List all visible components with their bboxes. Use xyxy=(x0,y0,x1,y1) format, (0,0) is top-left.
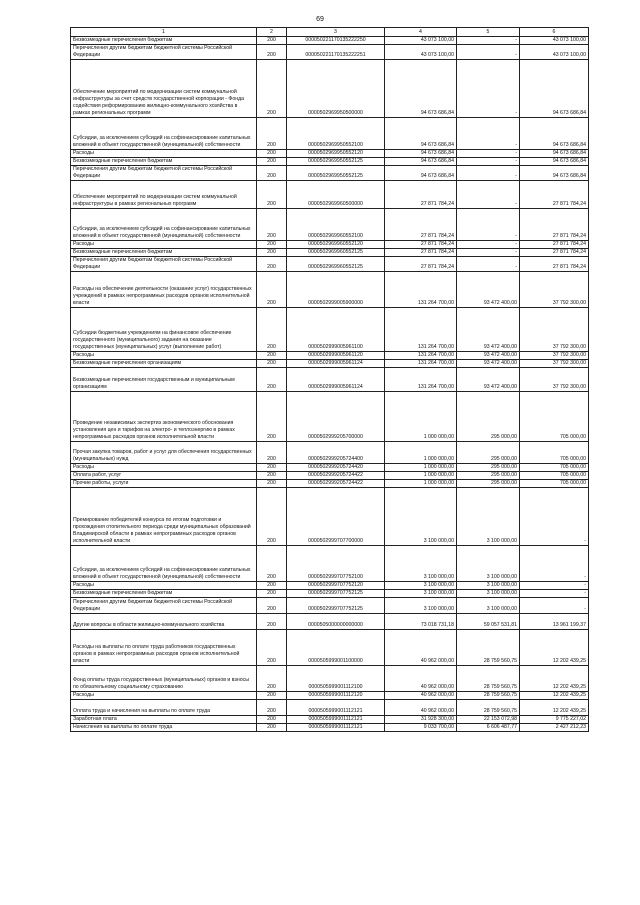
row-value-approved: 131 264 700,00 xyxy=(385,308,457,352)
row-name: Субсидии бюджетным учреждениям на финансовое обеспечение государственного (муниципального) задания на оказание государственных (муниципальных) услуг (выполнение работ) xyxy=(71,308,257,352)
row-code: 200 xyxy=(257,150,287,158)
row-code: 200 xyxy=(257,181,287,209)
row-value-unexecuted: 705 000,00 xyxy=(520,442,589,464)
row-value-executed: - xyxy=(457,45,520,60)
row-name: Безвозмездные перечисления бюджетам xyxy=(71,590,257,598)
row-value-executed: 93 472 400,00 xyxy=(457,368,520,392)
row-code: 200 xyxy=(257,442,287,464)
row-classification-code: 0000502969960552125 xyxy=(287,257,385,272)
row-classification-code: 0000502969950552120 xyxy=(287,150,385,158)
budget-execution-table xyxy=(70,27,589,732)
table-header-row xyxy=(71,28,589,37)
row-classification-code: 0000502969960552120 xyxy=(287,241,385,249)
row-code: 200 xyxy=(257,60,287,118)
row-value-unexecuted: 94 673 686,84 xyxy=(520,158,589,166)
row-classification-code: 000050221170135222250 xyxy=(287,37,385,45)
row-value-unexecuted: 27 871 784,24 xyxy=(520,209,589,241)
row-classification-code: 0000505999001112100 xyxy=(287,666,385,692)
row-classification-code: 0000505000000000000 xyxy=(287,614,385,630)
row-name: Перечисления другим бюджетам бюджетной системы Российской Федерации xyxy=(71,257,257,272)
row-code: 200 xyxy=(257,598,287,614)
row-classification-code: 0000505999001112121 xyxy=(287,700,385,716)
row-value-unexecuted: 27 871 784,24 xyxy=(520,257,589,272)
row-classification-code: 0000502969950552125 xyxy=(287,158,385,166)
row-value-unexecuted: 37 792 300,00 xyxy=(520,352,589,360)
row-code: 200 xyxy=(257,472,287,480)
row-code: 200 xyxy=(257,546,287,582)
row-value-approved: 94 673 686,84 xyxy=(385,150,457,158)
row-name: Обеспечение мероприятий по модернизации систем коммунальной инфраструктуры за счет средств государственной корпорации - Фонда содействия реформированию жилищно-коммунального хозяйства в рамках региональных программ xyxy=(71,60,257,118)
table-row xyxy=(71,150,589,158)
table-row xyxy=(71,724,589,732)
row-value-approved: 27 871 784,24 xyxy=(385,209,457,241)
row-value-approved: 1 000 000,00 xyxy=(385,392,457,442)
row-value-approved: 3 100 000,00 xyxy=(385,488,457,546)
row-code: 200 xyxy=(257,166,287,181)
table-row xyxy=(71,472,589,480)
row-classification-code: 0000502999707752125 xyxy=(287,590,385,598)
table-row xyxy=(71,666,589,692)
row-value-unexecuted: - xyxy=(520,582,589,590)
row-value-unexecuted: 27 871 784,24 xyxy=(520,249,589,257)
row-value-executed: - xyxy=(457,241,520,249)
table-row xyxy=(71,257,589,272)
row-value-approved: 43 073 100,00 xyxy=(385,45,457,60)
table-row xyxy=(71,700,589,716)
row-value-unexecuted: 2 427 212,23 xyxy=(520,724,589,732)
row-value-approved: 131 264 700,00 xyxy=(385,368,457,392)
row-value-approved: 27 871 784,24 xyxy=(385,249,457,257)
row-code: 200 xyxy=(257,352,287,360)
row-code: 200 xyxy=(257,590,287,598)
row-value-executed: 3 100 000,00 xyxy=(457,488,520,546)
row-classification-code: 0000502999005961100 xyxy=(287,308,385,352)
table-row xyxy=(71,249,589,257)
table-row xyxy=(71,480,589,488)
row-value-approved: 94 673 686,84 xyxy=(385,158,457,166)
table-row xyxy=(71,614,589,630)
row-value-approved: 3 100 000,00 xyxy=(385,598,457,614)
row-value-unexecuted: 705 000,00 xyxy=(520,472,589,480)
row-value-approved: 40 962 000,00 xyxy=(385,700,457,716)
page-number: 69 xyxy=(316,16,324,23)
row-name: Обеспечение мероприятий по модернизации систем коммунальной инфраструктуры в рамках региональных программ xyxy=(71,181,257,209)
row-code: 200 xyxy=(257,392,287,442)
row-code: 200 xyxy=(257,272,287,308)
row-value-approved: 9 033 700,00 xyxy=(385,724,457,732)
row-name: Расходы на обеспечение деятельности (оказание услуг) государственных учреждений в рамках непрограммных расходов органов исполнительной власти xyxy=(71,272,257,308)
row-classification-code: 0000502999005961124 xyxy=(287,360,385,368)
row-classification-code: 0000502999707752125 xyxy=(287,598,385,614)
row-name: Оплата работ, услуг xyxy=(71,472,257,480)
row-value-approved: 3 100 000,00 xyxy=(385,582,457,590)
table-row xyxy=(71,692,589,700)
table-row xyxy=(71,209,589,241)
row-classification-code: 0000502999205724422 xyxy=(287,480,385,488)
row-classification-code: 0000502969960500000 xyxy=(287,181,385,209)
row-name: Заработная плата xyxy=(71,716,257,724)
row-value-unexecuted: 705 000,00 xyxy=(520,392,589,442)
table-row xyxy=(71,158,589,166)
row-classification-code: 0000502999707752120 xyxy=(287,582,385,590)
row-name: Расходы xyxy=(71,150,257,158)
column-header-5: 5 xyxy=(457,28,520,37)
row-code: 200 xyxy=(257,209,287,241)
row-value-executed: - xyxy=(457,249,520,257)
row-classification-code: 0000502969960552125 xyxy=(287,249,385,257)
row-value-executed: 3 100 000,00 xyxy=(457,546,520,582)
row-code: 200 xyxy=(257,257,287,272)
column-header-3: 3 xyxy=(287,28,385,37)
table-row xyxy=(71,464,589,472)
row-code: 200 xyxy=(257,582,287,590)
row-value-executed: 295 000,00 xyxy=(457,464,520,472)
row-value-unexecuted: 12 202 439,25 xyxy=(520,666,589,692)
row-value-approved: 3 100 000,00 xyxy=(385,546,457,582)
row-value-executed: 93 472 400,00 xyxy=(457,360,520,368)
column-header-1: 1 xyxy=(71,28,257,37)
row-value-approved: 40 962 000,00 xyxy=(385,630,457,666)
table-row xyxy=(71,181,589,209)
row-name: Безвозмездные перечисления бюджетам xyxy=(71,37,257,45)
row-code: 200 xyxy=(257,241,287,249)
row-value-executed: - xyxy=(457,158,520,166)
row-value-unexecuted: 27 871 784,24 xyxy=(520,181,589,209)
row-code: 200 xyxy=(257,480,287,488)
row-name: Расходы на выплаты по оплате труда работников государственных органов в рамках непрограммных расходов органов исполнительной власти xyxy=(71,630,257,666)
row-value-unexecuted: 94 673 686,84 xyxy=(520,166,589,181)
table-row xyxy=(71,272,589,308)
table-row xyxy=(71,118,589,150)
row-value-approved: 1 000 000,00 xyxy=(385,464,457,472)
table-row xyxy=(71,590,589,598)
row-value-approved: 131 264 700,00 xyxy=(385,272,457,308)
row-name: Безвозмездные перечисления бюджетам xyxy=(71,158,257,166)
row-value-executed: 28 759 560,75 xyxy=(457,666,520,692)
row-value-approved: 94 673 686,84 xyxy=(385,166,457,181)
row-code: 200 xyxy=(257,45,287,60)
table-row xyxy=(71,442,589,464)
row-name: Оплата труда и начисления на выплаты по оплате труда xyxy=(71,700,257,716)
row-code: 200 xyxy=(257,700,287,716)
row-name: Расходы xyxy=(71,352,257,360)
row-name: Фонд оплаты труда государственных (муниципальных) органов и взносы по обязательному социальному страхованию xyxy=(71,666,257,692)
row-value-executed: - xyxy=(457,150,520,158)
row-value-executed: - xyxy=(457,37,520,45)
row-name: Расходы xyxy=(71,241,257,249)
row-name: Безвозмездные перечисления организациям xyxy=(71,360,257,368)
row-value-approved: 27 871 784,24 xyxy=(385,241,457,249)
column-header-4: 4 xyxy=(385,28,457,37)
row-name: Безвозмездные перечисления государственным и муниципальным организациям xyxy=(71,368,257,392)
row-code: 200 xyxy=(257,308,287,352)
table-row xyxy=(71,308,589,352)
row-classification-code: 0000502999205724420 xyxy=(287,464,385,472)
row-value-executed: 93 472 400,00 xyxy=(457,308,520,352)
row-value-executed: 295 000,00 xyxy=(457,442,520,464)
table-row xyxy=(71,360,589,368)
table-row xyxy=(71,630,589,666)
row-value-unexecuted: 705 000,00 xyxy=(520,480,589,488)
row-value-executed: - xyxy=(457,257,520,272)
row-value-unexecuted: - xyxy=(520,590,589,598)
row-value-executed: 93 472 400,00 xyxy=(457,272,520,308)
row-name: Расходы xyxy=(71,582,257,590)
row-value-executed: 295 000,00 xyxy=(457,472,520,480)
row-value-unexecuted: - xyxy=(520,488,589,546)
row-value-approved: 27 871 784,24 xyxy=(385,257,457,272)
row-name: Другие вопросы в области жилищно-коммунального хозяйства xyxy=(71,614,257,630)
row-value-executed: - xyxy=(457,166,520,181)
row-value-approved: 73 018 731,18 xyxy=(385,614,457,630)
row-value-approved: 3 100 000,00 xyxy=(385,590,457,598)
row-classification-code: 0000502969950500000 xyxy=(287,60,385,118)
row-value-executed: 22 153 072,98 xyxy=(457,716,520,724)
row-name: Субсидии, за исключением субсидий на софинансирование капитальных вложений в объект государственной (муниципальной) собственности xyxy=(71,209,257,241)
row-code: 200 xyxy=(257,368,287,392)
table-row xyxy=(71,582,589,590)
row-classification-code: 0000502999205724400 xyxy=(287,442,385,464)
table-row xyxy=(71,60,589,118)
row-name: Безвозмездные перечисления бюджетам xyxy=(71,249,257,257)
row-value-unexecuted: 13 961 199,37 xyxy=(520,614,589,630)
table-row xyxy=(71,488,589,546)
row-value-approved: 40 962 000,00 xyxy=(385,692,457,700)
row-name: Перечисления другим бюджетам бюджетной системы Российской Федерации xyxy=(71,45,257,60)
row-value-approved: 94 673 686,84 xyxy=(385,60,457,118)
column-header-2: 2 xyxy=(257,28,287,37)
row-code: 200 xyxy=(257,614,287,630)
row-value-approved: 1 000 000,00 xyxy=(385,480,457,488)
row-name: Перечисления другим бюджетам бюджетной системы Российской Федерации xyxy=(71,598,257,614)
row-value-unexecuted: 94 673 686,84 xyxy=(520,118,589,150)
row-value-approved: 131 264 700,00 xyxy=(385,352,457,360)
row-value-approved: 1 000 000,00 xyxy=(385,442,457,464)
row-value-executed: 295 000,00 xyxy=(457,480,520,488)
row-value-executed: - xyxy=(457,209,520,241)
row-value-unexecuted: 27 871 784,24 xyxy=(520,241,589,249)
row-value-unexecuted: 12 202 439,25 xyxy=(520,692,589,700)
row-value-executed: 3 100 000,00 xyxy=(457,598,520,614)
row-value-executed: 28 759 560,75 xyxy=(457,692,520,700)
row-value-executed: 59 057 531,81 xyxy=(457,614,520,630)
row-value-approved: 94 673 686,84 xyxy=(385,118,457,150)
row-value-executed: 28 759 560,75 xyxy=(457,630,520,666)
row-value-unexecuted: 43 073 100,00 xyxy=(520,45,589,60)
row-value-executed: - xyxy=(457,118,520,150)
row-value-unexecuted: 37 792 300,00 xyxy=(520,360,589,368)
row-code: 200 xyxy=(257,666,287,692)
row-value-executed: 6 606 487,77 xyxy=(457,724,520,732)
row-value-unexecuted: 37 792 300,00 xyxy=(520,368,589,392)
row-value-approved: 31 928 300,00 xyxy=(385,716,457,724)
row-classification-code: 0000502999205724422 xyxy=(287,472,385,480)
row-code: 200 xyxy=(257,724,287,732)
row-classification-code: 0000502999707752100 xyxy=(287,546,385,582)
row-value-executed: 28 759 560,75 xyxy=(457,700,520,716)
row-value-unexecuted: 37 792 300,00 xyxy=(520,308,589,352)
row-value-executed: 93 472 400,00 xyxy=(457,352,520,360)
row-code: 200 xyxy=(257,716,287,724)
row-classification-code: 0000502969960552100 xyxy=(287,209,385,241)
row-name: Прочие работы, услуги xyxy=(71,480,257,488)
row-classification-code: 0000502969950552100 xyxy=(287,118,385,150)
row-name: Проведение независимых экспертиз экономического обоснования установления цен и тарифов на электро- и теплоэнергию в рамках непрограммных расходов органов исполнительной власти xyxy=(71,392,257,442)
row-value-unexecuted: - xyxy=(520,598,589,614)
row-code: 200 xyxy=(257,464,287,472)
table-row xyxy=(71,716,589,724)
row-value-approved: 131 264 700,00 xyxy=(385,360,457,368)
row-value-executed: 3 100 000,00 xyxy=(457,582,520,590)
row-value-unexecuted: 94 673 686,84 xyxy=(520,150,589,158)
row-value-unexecuted: 37 792 300,00 xyxy=(520,272,589,308)
row-value-executed: - xyxy=(457,181,520,209)
row-value-unexecuted: - xyxy=(520,546,589,582)
table-row xyxy=(71,368,589,392)
row-code: 200 xyxy=(257,158,287,166)
row-classification-code: 0000505999001100000 xyxy=(287,630,385,666)
row-name: Прочая закупка товаров, работ и услуг для обеспечения государственных (муниципальных) нужд xyxy=(71,442,257,464)
row-code: 200 xyxy=(257,630,287,666)
row-code: 200 xyxy=(257,692,287,700)
row-classification-code: 0000505999001112120 xyxy=(287,692,385,700)
row-value-unexecuted: 12 202 439,25 xyxy=(520,700,589,716)
row-classification-code: 0000502999005961124 xyxy=(287,368,385,392)
row-name: Субсидии, за исключением субсидий на софинансирование капитальных вложений в объект государственной (муниципальной) собственности xyxy=(71,546,257,582)
row-code: 200 xyxy=(257,249,287,257)
table-row xyxy=(71,352,589,360)
row-classification-code: 000050221170135222251 xyxy=(287,45,385,60)
row-code: 200 xyxy=(257,488,287,546)
row-value-unexecuted: 94 673 686,84 xyxy=(520,60,589,118)
row-value-approved: 40 962 000,00 xyxy=(385,666,457,692)
table-row xyxy=(71,598,589,614)
row-classification-code: 0000502969950552125 xyxy=(287,166,385,181)
row-classification-code: 0000502999005900000 xyxy=(287,272,385,308)
row-code: 200 xyxy=(257,37,287,45)
column-header-6: 6 xyxy=(520,28,589,37)
row-name: Субсидии, за исключением субсидий на софинансирование капитальных вложений в объект государственной (муниципальной) собственности xyxy=(71,118,257,150)
row-classification-code: 0000502999707700000 xyxy=(287,488,385,546)
row-value-executed: 3 100 000,00 xyxy=(457,590,520,598)
row-value-approved: 43 073 100,00 xyxy=(385,37,457,45)
row-name: Расходы xyxy=(71,464,257,472)
table-row xyxy=(71,546,589,582)
table-row xyxy=(71,241,589,249)
row-value-unexecuted: 43 073 100,00 xyxy=(520,37,589,45)
row-classification-code: 0000505999001112121 xyxy=(287,724,385,732)
row-name: Перечисления другим бюджетам бюджетной системы Российской Федерации xyxy=(71,166,257,181)
table-row xyxy=(71,45,589,60)
row-value-approved: 1 000 000,00 xyxy=(385,472,457,480)
row-value-unexecuted: 705 000,00 xyxy=(520,464,589,472)
row-name: Расходы xyxy=(71,692,257,700)
row-code: 200 xyxy=(257,118,287,150)
row-value-approved: 27 871 784,24 xyxy=(385,181,457,209)
row-value-unexecuted: 9 775 227,02 xyxy=(520,716,589,724)
table-row xyxy=(71,37,589,45)
row-classification-code: 0000502999005961120 xyxy=(287,352,385,360)
row-value-unexecuted: 12 202 439,25 xyxy=(520,630,589,666)
table-row xyxy=(71,392,589,442)
row-classification-code: 0000502999205700000 xyxy=(287,392,385,442)
row-name: Премирование победителей конкурса по итогам подготовки и прохождения отопительного периода среди муниципальных образований Владимирской области в рамках непрограммных расходов органов исполнительной власти xyxy=(71,488,257,546)
row-code: 200 xyxy=(257,360,287,368)
table-row xyxy=(71,166,589,181)
row-value-executed: 295 000,00 xyxy=(457,392,520,442)
row-value-executed: - xyxy=(457,60,520,118)
row-name: Начисления на выплаты по оплате труда xyxy=(71,724,257,732)
row-classification-code: 0000505999001112121 xyxy=(287,716,385,724)
